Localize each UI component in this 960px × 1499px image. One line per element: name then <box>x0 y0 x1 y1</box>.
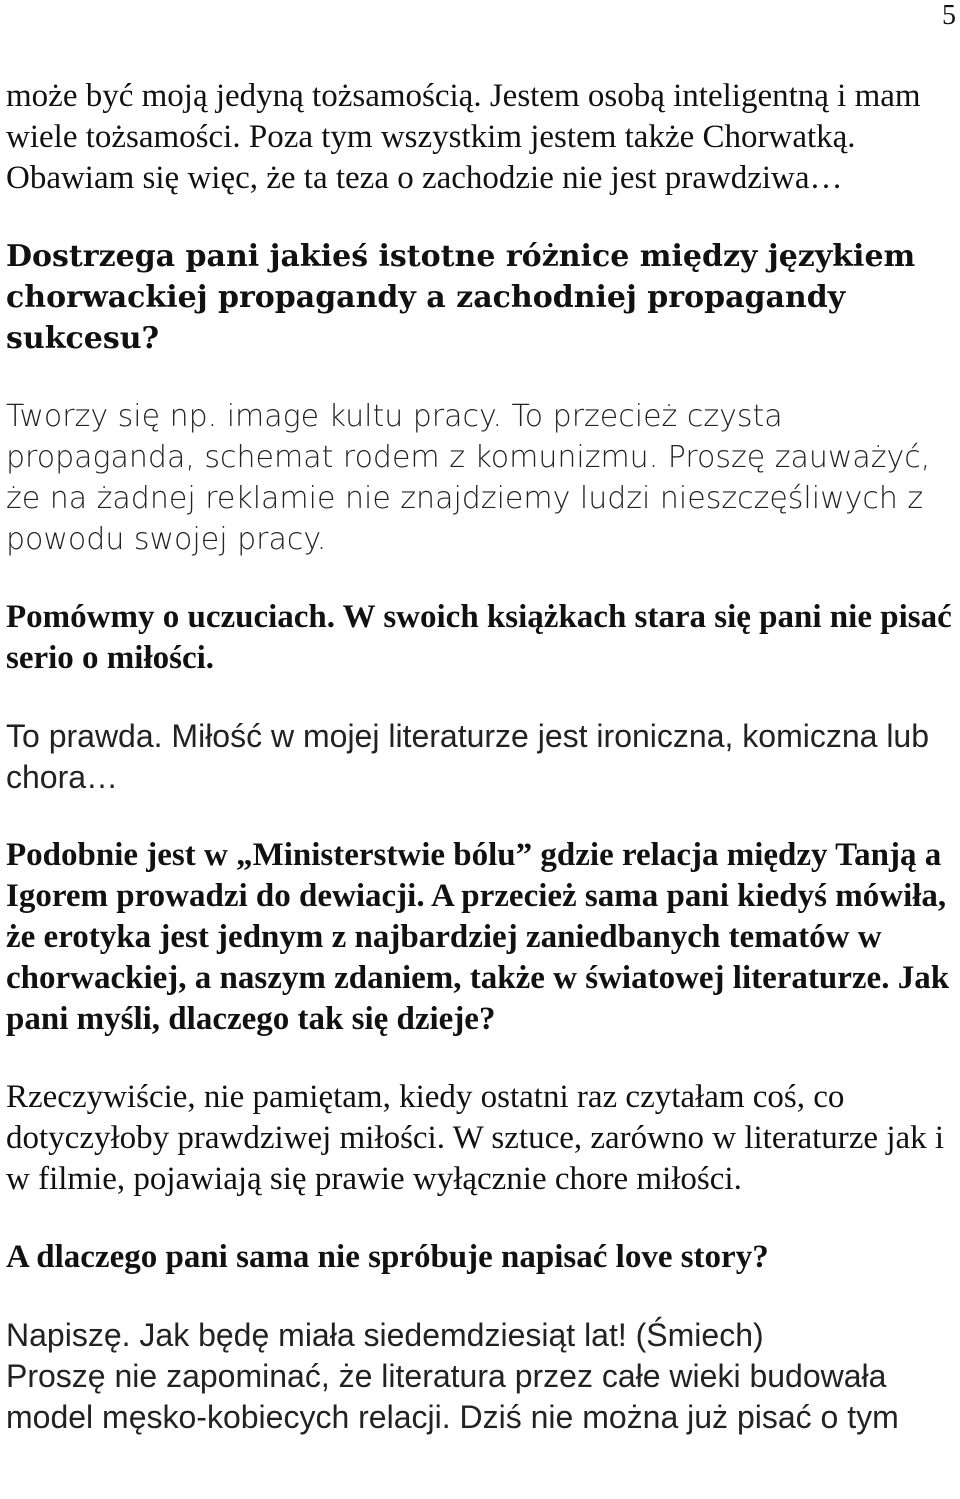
answer-paragraph: Tworzy się np. image kultu pracy. To przecież czysta propaganda, schemat rodem z komunizmu. Proszę zauważyć, że na żadnej reklamie nie znajdziemy ludzi nieszczęśliwych z powodu swojej pracy. <box>6 399 931 557</box>
answer-paragraph: Rzeczywiście, nie pamiętam, kiedy ostatni raz czytałam coś, co dotyczyłoby prawdziwej miłości. W sztuce, zarówno w literaturze jak i w filmie, pojawiają się prawie wyłącznie chore miłości. <box>6 1079 945 1197</box>
page-number: 5 <box>942 0 956 31</box>
question-paragraph: Dostrzega pani jakieś istotne różnice między językiem chorwackiej propagandy a zachodniej propagandy sukcesu? <box>6 239 916 356</box>
document-body <box>6 76 956 1438</box>
answer-paragraph: Proszę nie zapominać, że literatura przez całe wieki budowała model męsko-kobiecych relacji. Dziś nie można już pisać o tym <box>6 1358 899 1435</box>
question-paragraph: Pomówmy o uczuciach. W swoich książkach stara się pani nie pisać serio o miłości. <box>6 599 952 676</box>
answer-paragraph: może być moją jedyną tożsamością. Jestem osobą inteligentną i mam wiele tożsamości. Poza tym wszystkim jestem także Chorwatką. Obawiam się więc, że ta teza o zachodzie nie jest prawdziwa… <box>6 78 921 196</box>
answer-paragraph: Napiszę. Jak będę miała siedemdziesiąt lat! (Śmiech) <box>6 1317 764 1353</box>
question-paragraph: A dlaczego pani sama nie spróbuje napisać love story? <box>6 1239 769 1275</box>
question-paragraph: Podobnie jest w „Ministerstwie bólu” gdzie relacja między Tanją a Igorem prowadzi do dewiacji. A przecież sama pani kiedyś mówiła, że erotyka jest jednym z najbardziej zaniedbanych tematów w chorwackiej, a naszym zdaniem, także w światowej literaturze. Jak pani myśli, dlaczego tak się dzieje? <box>6 837 950 1037</box>
answer-paragraph: To prawda. Miłość w mojej literaturze jest ironiczna, komiczna lub chora… <box>6 718 930 795</box>
